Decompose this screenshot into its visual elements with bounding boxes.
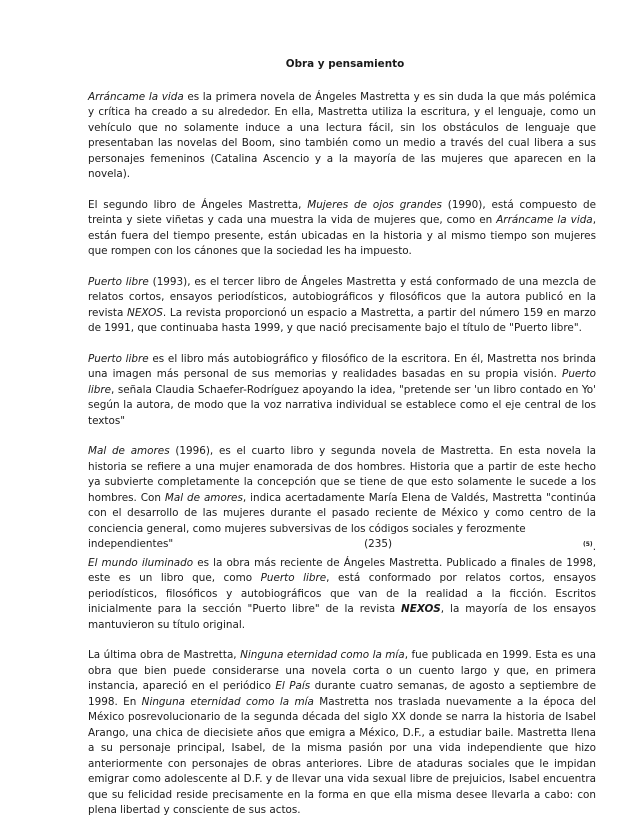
page-title: Obra y pensamiento	[285, 58, 405, 70]
paragraph-3	[88, 275, 596, 337]
book-title: Puerto libre	[260, 572, 327, 584]
paragraph-text: , señala Claudia Schaefer-Rodríguez apoyando la idea, "pretende ser 'un libro contado en Yo' según la autora, de modo que la voz narrativa individual se establece como el eje central de los textos"	[88, 383, 596, 427]
paragraph-5	[88, 444, 596, 537]
paragraph-7	[88, 648, 596, 819]
paragraph-text: , fue publicada en 1999. Esta es una obra que bien puede considerarse una novela corta o un cuento largo y que, en primera instancia, apareció en el periódico	[88, 649, 596, 692]
paragraph-2	[88, 198, 596, 260]
paragraph-text: durante cuatro semanas, de agosto a septiembre de 1998. En	[88, 680, 596, 708]
footnote-marker: (5)	[583, 541, 593, 548]
book-title: Mal de amores	[164, 491, 243, 504]
book-title: Ninguna eternidad como la mía	[141, 695, 314, 708]
paragraph-text: , la mayoría de los ensayos mantuvieron su título original.	[88, 603, 596, 631]
citation-page: (235)	[364, 538, 393, 550]
book-title: El mundo iluminado	[88, 556, 194, 569]
book-title: Puerto libre	[88, 368, 596, 396]
citation-note	[583, 537, 596, 556]
book-title: Mal de amores	[88, 445, 170, 457]
paragraph-text: (1990), está compuesto de treinta y siete viñetas y cada una muestra la vida de mujeres que, como en	[88, 198, 596, 226]
magazine-title: NEXOS	[401, 603, 441, 615]
book-title: Arráncame la vida	[496, 214, 593, 226]
magazine-title: NEXOS	[127, 306, 163, 319]
paragraph-text: , indica acertadamente María Elena de Valdés, Mastretta "continúa con el desarrollo de las mujeres durante el pasado reciente de México y como centro de la conciencia general, como mujeres subversivas de los códigos sociales y ferozmente	[88, 491, 596, 535]
paragraph-text: Mastretta nos traslada nuevamente a la época del México posrevolucionario de la segunda década del siglo XX donde se narra la historia de Isabel Arango, una chica de diecisiete años que emigra a México, D.F., a estudiar baile. Mastretta llena a su personaje principal, Isabel, de la misma pasión por una vida independiente que hizo anteriormente con personajes de obras anteriores. Libre de ataduras sociales que le impidan emigrar como adolescente al D.F. y de llevar una vida sexual libre de prejuicios, Isabel encuentra que su felicidad reside precisamente en la forma en que ella misma desee llevarla a cabo: con plena libertad y consciente de sus actos.	[88, 695, 597, 816]
paragraph-text: La última obra de Mastretta,	[88, 649, 241, 661]
citation-text: independientes"	[88, 538, 174, 550]
newspaper-title: El País	[275, 680, 311, 692]
book-title: Ninguna eternidad como la mía	[240, 649, 405, 661]
book-title: Puerto libre	[88, 275, 149, 288]
paragraph-4	[88, 352, 596, 430]
paragraph-text: , están fuera del tiempo presente, están ubicadas en la historia y al mismo tiempo son mujeres que rompen con los cánones que la sociedad les ha impuesto.	[88, 214, 596, 257]
paragraph-text: es la obra más reciente de Ángeles Mastretta. Publicado a finales de 1998, este es un libro que, como	[88, 556, 597, 584]
citation-line	[88, 537, 596, 556]
book-title: Arráncame la vida	[88, 90, 184, 103]
paragraph-text: , está conformado por relatos cortos, ensayos periodísticos, filosóficos y autobiográficos que van de la realidad a la ficción. Escritos inicialmente para la sección "Puerto libre" de la revista	[88, 572, 596, 615]
paragraph-text: es el libro más autobiográfico y filosófico de la escritora. En él, Mastretta nos brinda una imagen más personal de sus memorias y realidades basadas en su propia visión.	[88, 352, 596, 380]
paragraph-1	[88, 90, 596, 183]
paragraph-text: (1993), es el tercer libro de Ángeles Mastretta y está conformado de una mezcla de relatos cortos, ensayos periodísticos, autobiográficos y filosóficos que la autora publicó en la revista	[88, 275, 596, 319]
paragraph-6	[88, 556, 596, 634]
paragraph-text: (1996), es el cuarto libro y segunda novela de Mastretta. En esta novela la historia se refiere a una mujer enamorada de dos hombres. Historia que a partir de este hecho ya subvierte completamente la concepción que se tiene de que esto solamente le sucede a los hombres. Con	[88, 445, 596, 504]
book-title: Mujeres de ojos grandes	[307, 198, 442, 211]
paragraph-text: es la primera novela de Ángeles Mastretta y es sin duda la que más polémica y crítica ha creado a su alrededor. En ella, Mastretta utiliza la escritura, y el lenguaje, como un vehículo que no solamente induce a una lectura fácil, sin los obstáculos de lenguaje que presentaban las novelas del Boom, sino también como un medio a través del cual libera a sus personajes femeninos (Catalina Ascencio y a la mayoría de las mujeres que aparecen en la novela).	[88, 90, 597, 180]
citation-end: .	[592, 541, 596, 553]
book-title: Puerto libre	[88, 352, 149, 365]
paragraph-text: . La revista proporcionó un espacio a Mastretta, a partir del número 159 en marzo de 1991, que continuaba hasta 1999, y que nació precisamente bajo el título de "Puerto libre".	[88, 306, 597, 334]
paragraph-text: El segundo libro de Ángeles Mastretta,	[88, 198, 308, 211]
